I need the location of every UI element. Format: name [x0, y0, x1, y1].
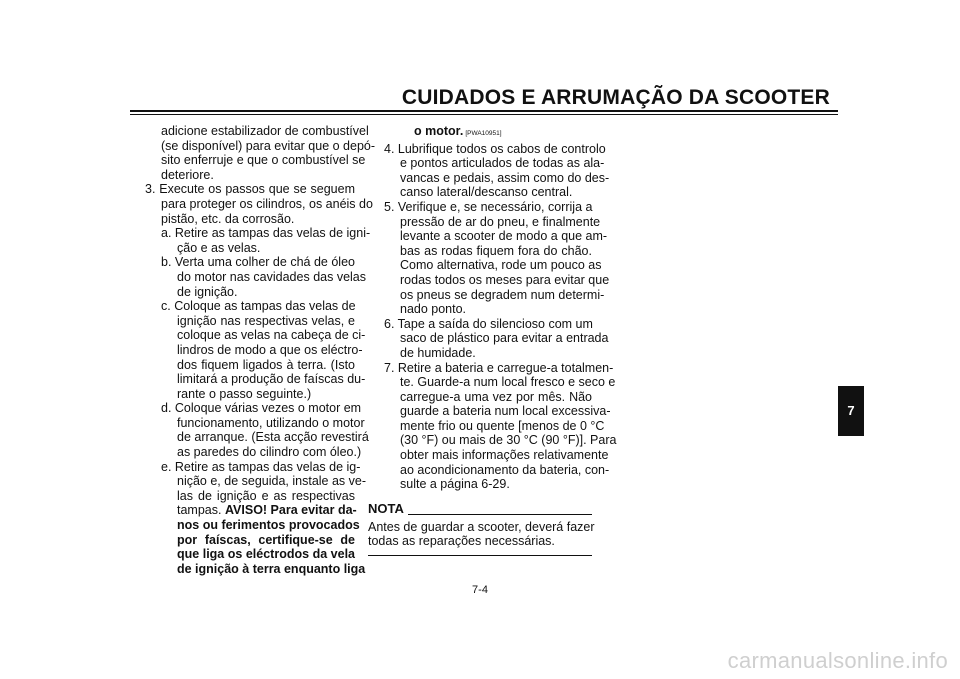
- text-line: rante o passo seguinte.): [177, 386, 312, 401]
- text-line: e pontos articulados de todas as ala-: [400, 156, 605, 171]
- warning-line: por faíscas, certifique-se de: [177, 532, 355, 547]
- warning-label: AVISO! Para evitar da-: [224, 503, 357, 518]
- sub-item-d: d. Coloque várias vezes o motor em: [161, 401, 362, 416]
- note-label: NOTA: [368, 502, 408, 517]
- text-line: carregue-a uma vez por mês. Não: [400, 389, 592, 404]
- note-rule: [408, 514, 592, 515]
- text-line: as paredes do cilindro com óleo.): [177, 445, 362, 460]
- text-line: pistão, etc. da corrosão.: [161, 211, 295, 226]
- note-header: [368, 502, 592, 520]
- text-line: de arranque. (Esta acção revestirá: [177, 430, 369, 445]
- page-number: 7-4: [472, 584, 488, 596]
- text-line: os pneus se degradem num determi-: [400, 287, 605, 302]
- text-line: de ignição.: [177, 284, 238, 299]
- text-line: sulte a página 6-29.: [400, 477, 510, 492]
- text-line: mente frio ou quente [menos de 0 °C: [400, 418, 605, 433]
- text-line: lindros de modo a que os eléctro-: [177, 342, 363, 357]
- text-line: rodas todos os meses para evitar que: [400, 272, 610, 287]
- text-line: nição e, de seguida, instale as ve-: [177, 474, 367, 489]
- warning-code: [PWA10951]: [465, 130, 502, 137]
- text-line: Como alternativa, rode um pouco as: [400, 258, 602, 273]
- list-item-4: 4. Lubrifique todos os cabos de controlo: [384, 141, 606, 156]
- warning-first-line: [145, 503, 355, 518]
- text-line: adicione estabilizador de combustível: [161, 124, 369, 138]
- text-line: vancas e pedais, assim como do des-: [400, 170, 610, 185]
- sub-item-e: e. Retire as tampas das velas de ig-: [161, 459, 361, 474]
- text-line: te. Guarde-a num local fresco e seco e: [400, 375, 616, 390]
- watermark: carmanualsonline.info: [727, 648, 948, 673]
- sub-item-a: a. Retire as tampas das velas de igni-: [161, 226, 371, 241]
- list-item-6: 6. Tape a saída do silencioso com um: [384, 316, 593, 331]
- left-column: [145, 124, 376, 576]
- note-text: todas as reparações necessárias.: [368, 534, 555, 549]
- note-text: Antes de guardar a scooter, deverá fazer: [368, 519, 595, 534]
- text-line: deteriore.: [161, 167, 214, 182]
- text-line: coloque as velas na cabeça de ci-: [177, 328, 366, 343]
- right-column: [368, 124, 617, 556]
- sub-item-c: c. Coloque as tampas das velas de: [161, 299, 356, 314]
- text-line: canso lateral/descanso central.: [400, 185, 573, 200]
- text-line: ção e as velas.: [177, 240, 261, 255]
- text-line: (se disponível) para evitar que o depó-: [161, 138, 376, 153]
- text-line: limitará a produção de faíscas du-: [177, 372, 366, 387]
- text-line: ao acondicionamento da bateria, con-: [400, 462, 610, 477]
- text-line: las de ignição e as respectivas: [177, 488, 355, 503]
- header-rule: [130, 110, 838, 112]
- list-item-5: 5. Verifique e, se necessário, corrija a: [384, 199, 593, 214]
- text-line: saco de plástico para evitar a entrada: [400, 331, 609, 346]
- text-line: dos fiquem ligados à terra. (Isto: [177, 357, 355, 372]
- text-line: levante a scooter de modo a que am-: [400, 229, 608, 244]
- warning-line: de ignição à terra enquanto liga: [177, 561, 366, 576]
- text-line: ignição nas respectivas velas, e: [177, 313, 355, 328]
- text-line: do motor nas cavidades das velas: [177, 269, 366, 284]
- page-title: CUIDADOS E ARRUMAÇÃO DA SCOOTER: [401, 86, 830, 109]
- text-line: para proteger os cilindros, os anéis do: [161, 196, 373, 211]
- warning-line: nos ou ferimentos provocados: [177, 518, 360, 533]
- chapter-tab: 7: [838, 386, 864, 436]
- text-line: sito enferruje e que o combustível se: [161, 153, 366, 168]
- text-line: obter mais informações relativamente: [400, 448, 609, 463]
- text-fragment: tampas.: [177, 503, 222, 518]
- warning-line: que liga os eléctrodos da vela: [177, 547, 355, 562]
- note-end-rule: [368, 555, 592, 556]
- text-line: (30 °F) ou mais de 30 °C (90 °F)]. Para: [400, 433, 617, 448]
- warning-line: o motor.: [414, 124, 464, 138]
- text-line: funcionamento, utilizando o motor: [177, 415, 365, 430]
- text-line: bas as rodas fiquem fora do chão.: [400, 243, 592, 258]
- sub-item-b: b. Verta uma colher de chá de óleo: [161, 255, 355, 270]
- list-item-7: 7. Retire a bateria e carregue-a totalmen-: [384, 360, 614, 375]
- list-item-3: 3. Execute os passos que se seguem: [145, 182, 355, 197]
- text-line: pressão de ar do pneu, e finalmente: [400, 214, 601, 229]
- header-rule-thin: [130, 114, 838, 115]
- text-line: de humidade.: [400, 345, 476, 360]
- text-line: nado ponto.: [400, 302, 467, 317]
- text-line: guarde a bateria num local excessiva-: [400, 404, 611, 419]
- warning-end-line: [368, 124, 592, 142]
